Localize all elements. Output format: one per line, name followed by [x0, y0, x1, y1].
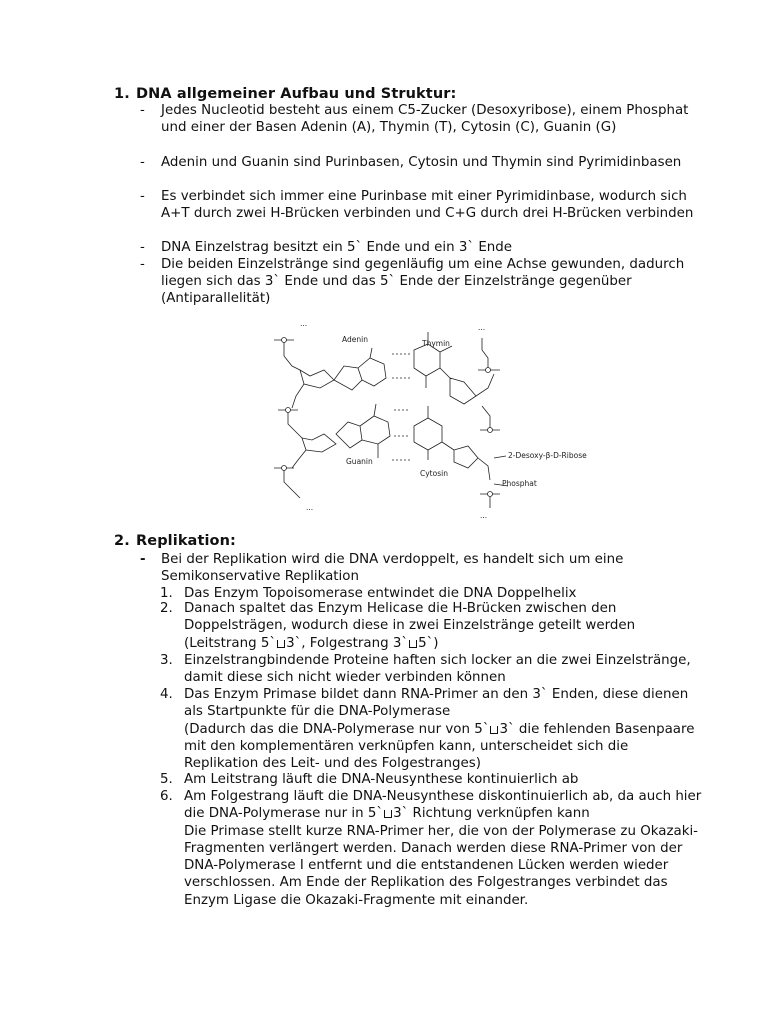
step-text	[184, 788, 704, 909]
list-item	[140, 102, 700, 154]
phosphate-group-right-top	[478, 338, 500, 373]
section-number: 1.	[114, 86, 130, 102]
sugar-ring-right-bottom	[454, 446, 490, 480]
hydrogen-bond	[392, 410, 412, 460]
step-number: 4.	[160, 687, 173, 702]
step-text-main: Am Folgestrang läuft die DNA-Neusynthese diskontinuierlich ab, da auch hier die DNA-Polymerase nur in 5`	[184, 789, 702, 822]
step-number: 2.	[160, 601, 173, 616]
step-text	[184, 686, 704, 772]
bullet-dash: -	[140, 240, 145, 255]
list-item	[140, 239, 700, 256]
list-item	[160, 771, 700, 788]
step-number: 3.	[160, 653, 173, 668]
list-item	[160, 652, 700, 686]
step-text	[184, 600, 704, 652]
hydrogen-bond	[392, 354, 412, 378]
bullet-dash: -	[140, 552, 146, 567]
bullet-text: Es verbindet sich immer eine Purinbase mit einer Pyrimidinbase, wodurch sich A+T durch zwei H-Brücken verbinden und C+G durch drei H-Brücken verbinden	[161, 189, 694, 221]
bullet-dash: -	[140, 189, 145, 204]
bullet-text: Jedes Nucleotid besteht aus einem C5-Zucker (Desoxyribose), einem Phosphat und einer der Basen Adenin (A), Thymin (T), Cytosin (C), Guanin (G)	[161, 103, 689, 135]
ellipsis-label: ...	[480, 511, 488, 520]
step-number: 6.	[160, 789, 173, 804]
bullet-dash: -	[140, 103, 145, 118]
section-number: 2.	[114, 533, 130, 549]
list-item	[140, 256, 700, 308]
dna-base-pair-figure	[262, 318, 587, 520]
arrow-icon	[409, 640, 417, 648]
phosphat-label: Phosphat	[502, 479, 537, 488]
step-number: 5.	[160, 772, 173, 787]
thymin-label: Thymin	[422, 339, 450, 348]
arrow-icon	[490, 726, 498, 734]
list-item	[160, 600, 700, 652]
list-item	[160, 686, 700, 772]
sugar-ring-right-top	[450, 374, 494, 404]
cytosine-ring	[414, 406, 454, 460]
list-item	[140, 188, 700, 240]
section-1-heading	[114, 86, 456, 102]
step-text-extra: (Leitstrang 5`	[184, 635, 277, 651]
phosphate-group-right-mid	[480, 406, 500, 433]
step-text-extra: (Dadurch das die DNA-Polymerase nur von 5`	[184, 721, 490, 737]
step-text-extra: Die Primase stellt kurze RNA-Primer her, die von der Polymerase zu Okazaki-Fragmenten verlängert werden. Danach werden diese RNA-Primer von der DNA-Polymerase I entfernt und die entstandenen Lücken werden wieder verschlossen. Am Ende der Replikation des Folgestranges verbindet das Enzym Ligase die Okazaki-Fragmente mit einander.	[184, 823, 699, 908]
bullet-text: Bei der Replikation wird die DNA verdoppelt, es handelt sich um eine Semikonservative Replikation	[161, 552, 624, 584]
section-title: DNA allgemeiner Aufbau und Struktur:	[136, 86, 457, 102]
list-item	[160, 788, 700, 944]
step-text-main: Das Enzym Primase bildet dann RNA-Primer an den 3` Enden, diese dienen als Startpunkte für die DNA-Polymerase	[184, 687, 689, 720]
ellipsis-label: ...	[478, 323, 486, 332]
section-title: Replikation:	[136, 533, 236, 549]
sugar-ring-left-bottom	[292, 434, 336, 468]
section-2-heading	[114, 533, 236, 549]
phosphate-group-left-bottom	[274, 466, 300, 499]
list-item	[140, 154, 700, 188]
bullet-text: Adenin und Guanin sind Purinbasen, Cytosin und Thymin sind Pyrimidinbasen	[161, 155, 682, 170]
step-text-extra: 3` die fehlenden Basenpaare mit den komplementären verknüpfen kann, unterscheidet sich die Replikation des Leit- und des Folgestranges)	[184, 721, 695, 772]
step-number: 1.	[160, 586, 173, 601]
ribose-label: 2-Desoxy-β-D-Ribose	[508, 451, 587, 460]
phosphate-group-left-mid	[278, 408, 302, 439]
adenine-ring	[334, 348, 386, 390]
bullet-dash: -	[140, 155, 145, 170]
list-item	[140, 551, 700, 585]
step-text: Am Leitstrang läuft die DNA-Neusynthese kontinuierlich ab	[184, 772, 579, 787]
step-text-main: 3` Richtung verknüpfen kann	[393, 806, 590, 822]
bullet-dash: -	[140, 257, 145, 272]
phosphate-group-left-top	[274, 338, 300, 371]
phosphate-group-right-bottom	[480, 492, 500, 509]
bullet-text: DNA Einzelstrag besitzt ein 5` Ende und ein 3` Ende	[161, 240, 513, 255]
guanin-label: Guanin	[346, 457, 373, 466]
cytosin-label: Cytosin	[420, 469, 448, 478]
step-text-main: Danach spaltet das Enzym Helicase die H-Brücken zwischen den Doppelsträgen, wodurch diese in zwei Einzelstränge geteilt werden	[184, 601, 636, 634]
step-text-extra: 5`)	[418, 635, 439, 651]
sugar-ring-left-top	[292, 370, 334, 408]
arrow-icon	[277, 640, 285, 648]
ellipsis-label: ...	[300, 319, 308, 328]
bullet-text: Die beiden Einzelstränge sind gegenläufig um eine Achse gewunden, dadurch liegen sich das 3` Ende und das 5` Ende der Einzelstränge gegenüber (Antiparallelität)	[161, 257, 685, 306]
step-text: Das Enzym Topoisomerase entwindet die DNA Doppelhelix	[184, 586, 577, 601]
ellipsis-label: ...	[306, 503, 314, 512]
guanine-ring	[336, 404, 390, 458]
arrow-icon	[384, 810, 392, 818]
step-text: Einzelstrangbindende Proteine haften sich locker an die zwei Einzelstränge, damit diese sich nicht wieder verbinden können	[184, 653, 691, 686]
adenin-label: Adenin	[342, 335, 368, 344]
step-text-extra: 3`, Folgestrang 3`	[286, 635, 409, 651]
